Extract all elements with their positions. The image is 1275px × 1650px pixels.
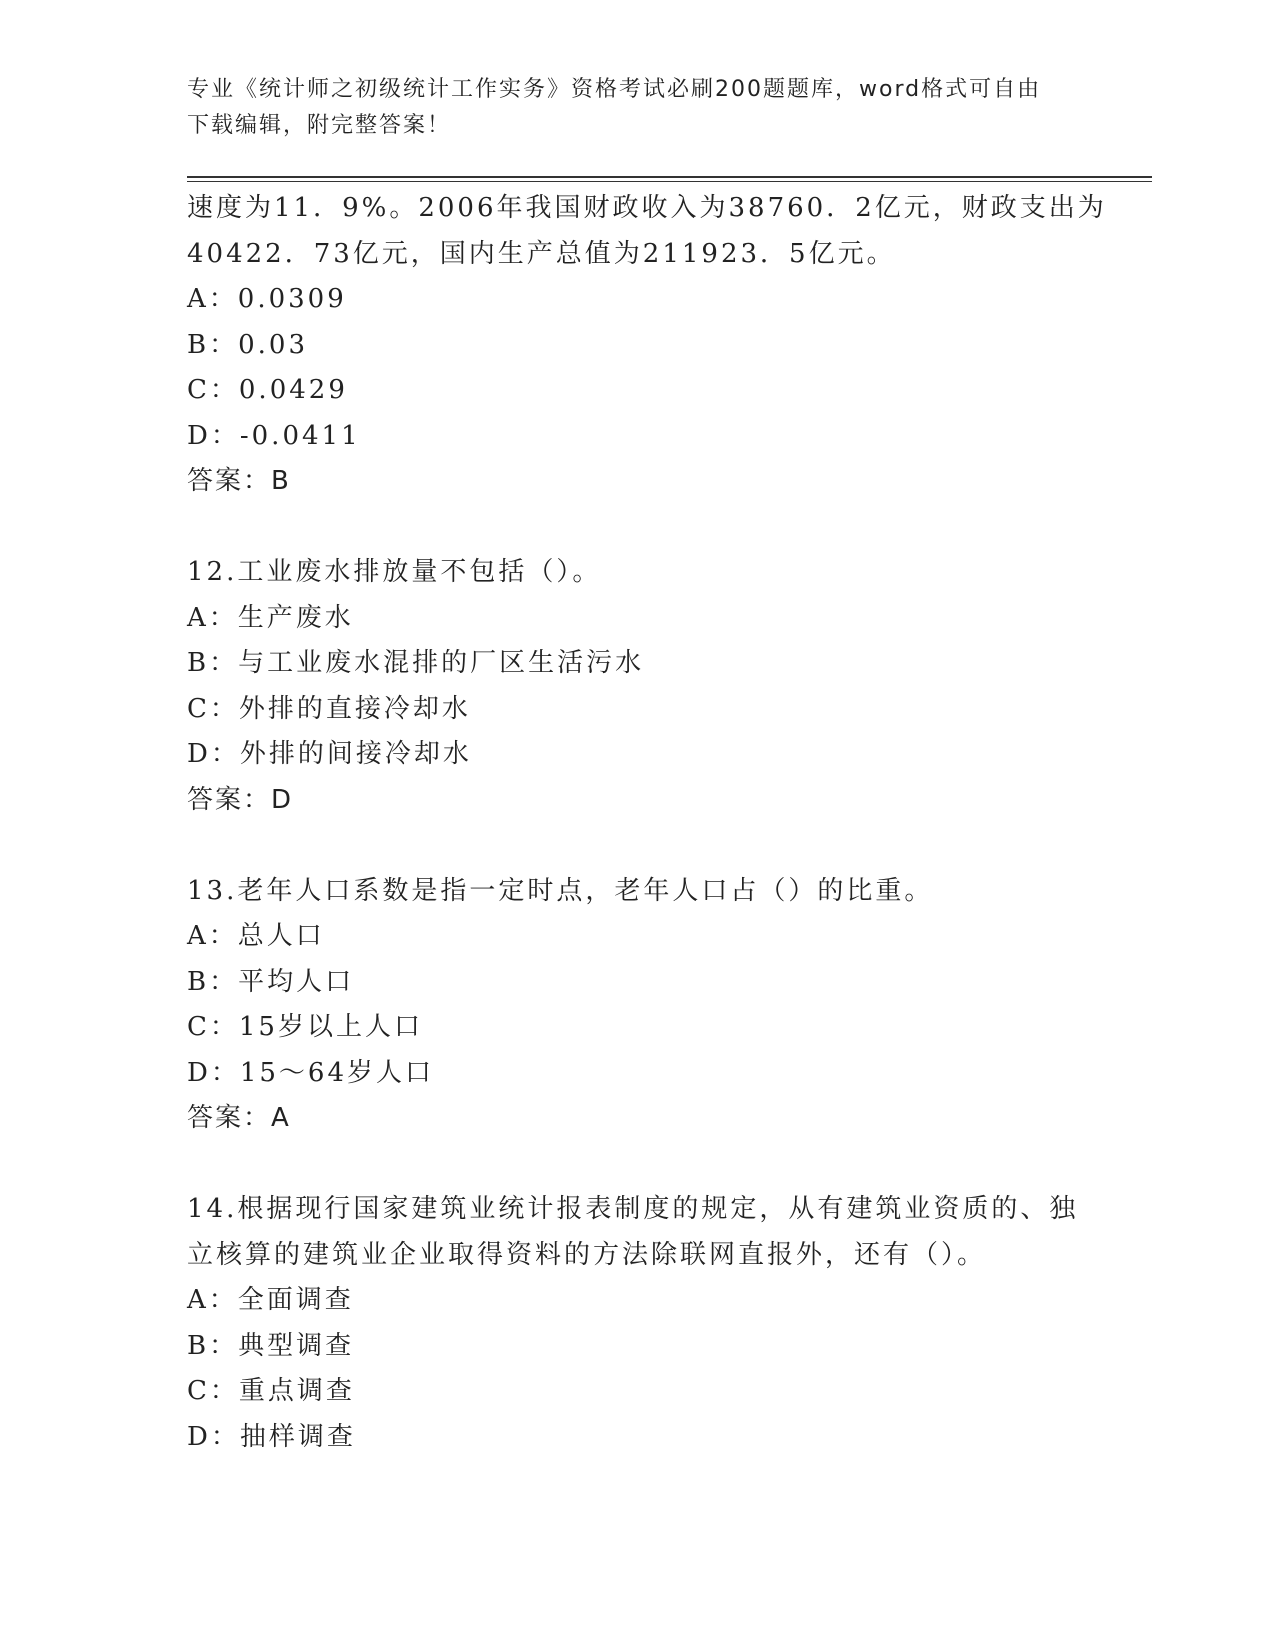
spacer (187, 823, 1107, 869)
option-d: D：-0.0411 (187, 420, 361, 451)
option-c: C：重点调查 (187, 1376, 355, 1406)
question-12 (187, 550, 1107, 823)
option-c: C：0.0429 (187, 375, 348, 405)
option-c: C：外排的直接冷却水 (187, 693, 471, 724)
option-a: A：0.0309 (187, 284, 347, 314)
option-b: B：0.03 (187, 329, 308, 360)
document-header (187, 72, 1087, 144)
question-text-line: 40422．73亿元，国内生产总值为211923．5亿元。 (187, 238, 896, 269)
spacer (187, 1142, 1107, 1188)
header-divider (187, 176, 1152, 182)
option-d: D：外排的间接冷却水 (187, 739, 472, 769)
question-14 (187, 1187, 1107, 1460)
question-text-line: 13.老年人口系数是指一定时点，老年人口占（）的比重。 (187, 875, 934, 906)
header-line-1: 专业《统计师之初级统计工作实务》资格考试必刷200题题库，word格式可自由 (187, 77, 1042, 102)
question-text-line: 14.根据现行国家建筑业统计报表制度的规定，从有建筑业资质的、独 (187, 1194, 1079, 1224)
option-c: C：15岁以上人口 (187, 1012, 423, 1042)
answer: 答案：B (187, 466, 291, 496)
option-d: D：抽样调查 (187, 1421, 356, 1452)
option-a: A：全面调查 (187, 1285, 354, 1315)
question-text-line: 立核算的建筑业企业取得资料的方法除联网直报外，还有（）。 (187, 1239, 987, 1270)
answer: 答案：A (187, 1103, 291, 1133)
option-b: B：平均人口 (187, 966, 355, 997)
question-list (187, 186, 1107, 1460)
question-text-line: 12.工业废水排放量不包括（）。 (187, 557, 602, 587)
header-line-2: 下载编辑，附完整答案！ (187, 113, 452, 138)
option-d: D：15～64岁人口 (187, 1057, 435, 1088)
option-a: A：总人口 (187, 921, 325, 951)
spacer (187, 505, 1107, 551)
option-b: B：与工业废水混排的厂区生活污水 (187, 648, 645, 678)
answer: 答案：D (187, 784, 294, 815)
option-a: A：生产废水 (187, 602, 354, 633)
option-b: B：典型调查 (187, 1330, 355, 1361)
question-13 (187, 869, 1107, 1142)
question-11-continued (187, 186, 1107, 505)
question-text-line: 速度为11．9%。2006年我国财政收入为38760．2亿元，财政支出为 (187, 193, 1107, 223)
